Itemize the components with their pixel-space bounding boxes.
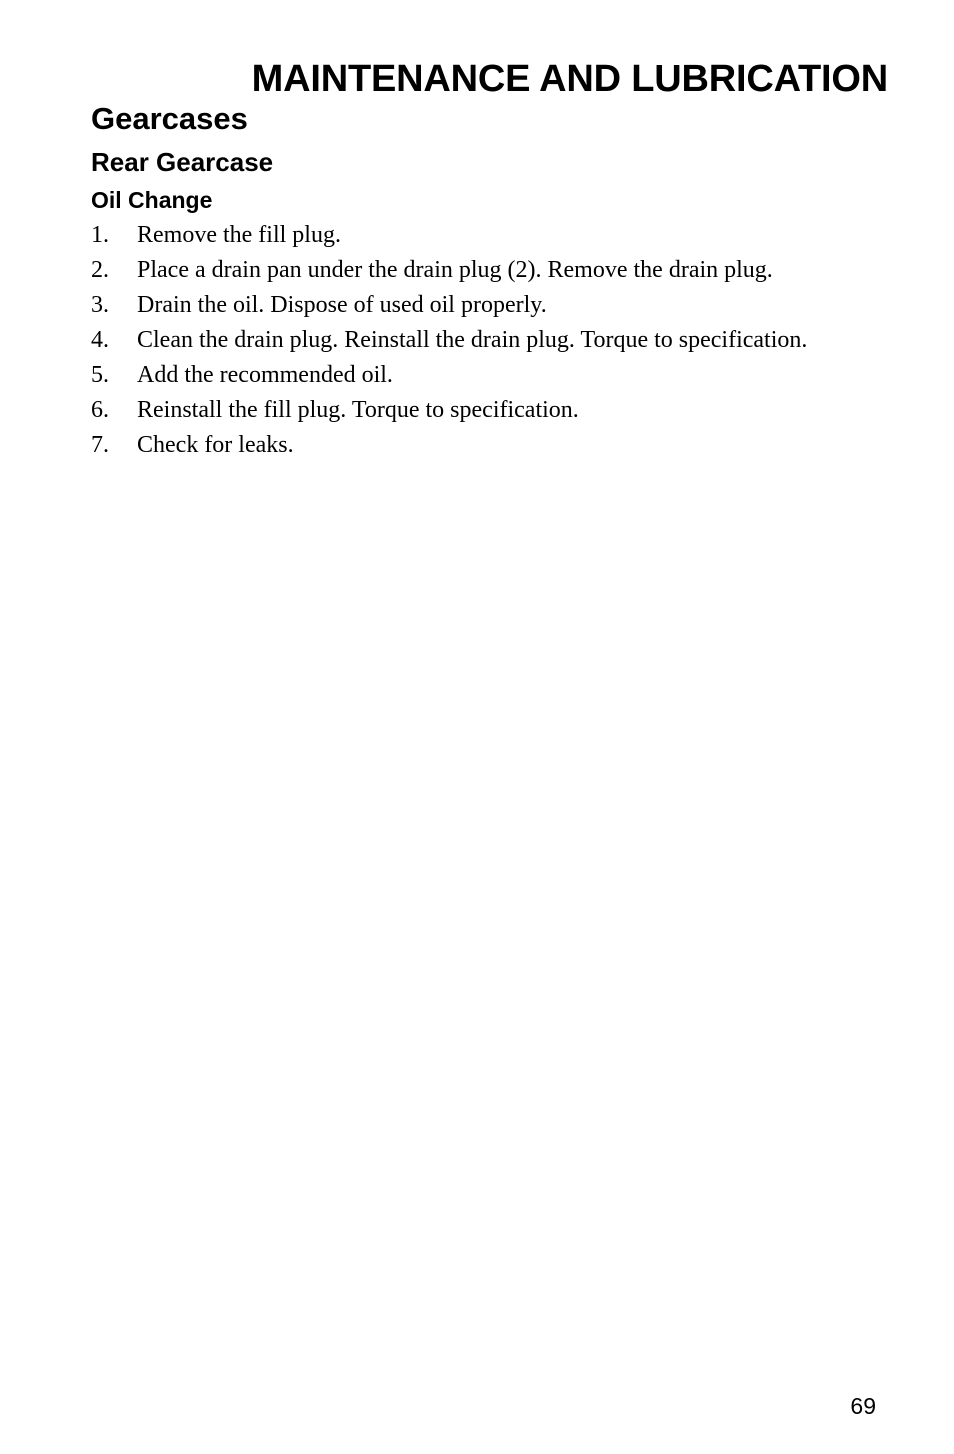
step-number: 6. — [91, 397, 109, 423]
step-4 — [91, 327, 891, 354]
step-text: Reinstall the fill plug. Torque to specification. — [137, 397, 579, 423]
step-number: 7. — [91, 432, 109, 458]
step-number: 1. — [91, 222, 109, 248]
step-3 — [91, 292, 891, 319]
chapter-title: MAINTENANCE AND LUBRICATION — [251, 58, 888, 100]
step-6 — [91, 397, 891, 424]
step-2 — [91, 257, 891, 284]
section-title: Gearcases — [91, 101, 248, 136]
step-number: 2. — [91, 257, 109, 283]
subsection-title: Rear Gearcase — [91, 147, 274, 177]
step-1 — [91, 222, 891, 249]
step-text: Clean the drain plug. Reinstall the drain plug. Torque to specification. — [137, 327, 808, 353]
step-text: Place a drain pan under the drain plug (2). Remove the drain plug. — [137, 257, 773, 283]
step-text: Drain the oil. Dispose of used oil properly. — [137, 292, 547, 318]
step-text: Check for leaks. — [137, 432, 294, 458]
step-number: 4. — [91, 327, 109, 353]
step-7 — [91, 432, 891, 459]
step-text: Add the recommended oil. — [137, 362, 393, 388]
step-text: Remove the fill plug. — [137, 222, 341, 248]
procedure-title: Oil Change — [91, 187, 213, 213]
page-number: 69 — [850, 1393, 876, 1419]
step-number: 3. — [91, 292, 109, 318]
step-number: 5. — [91, 362, 109, 388]
step-5 — [91, 362, 891, 389]
procedure-steps-list — [91, 222, 891, 467]
